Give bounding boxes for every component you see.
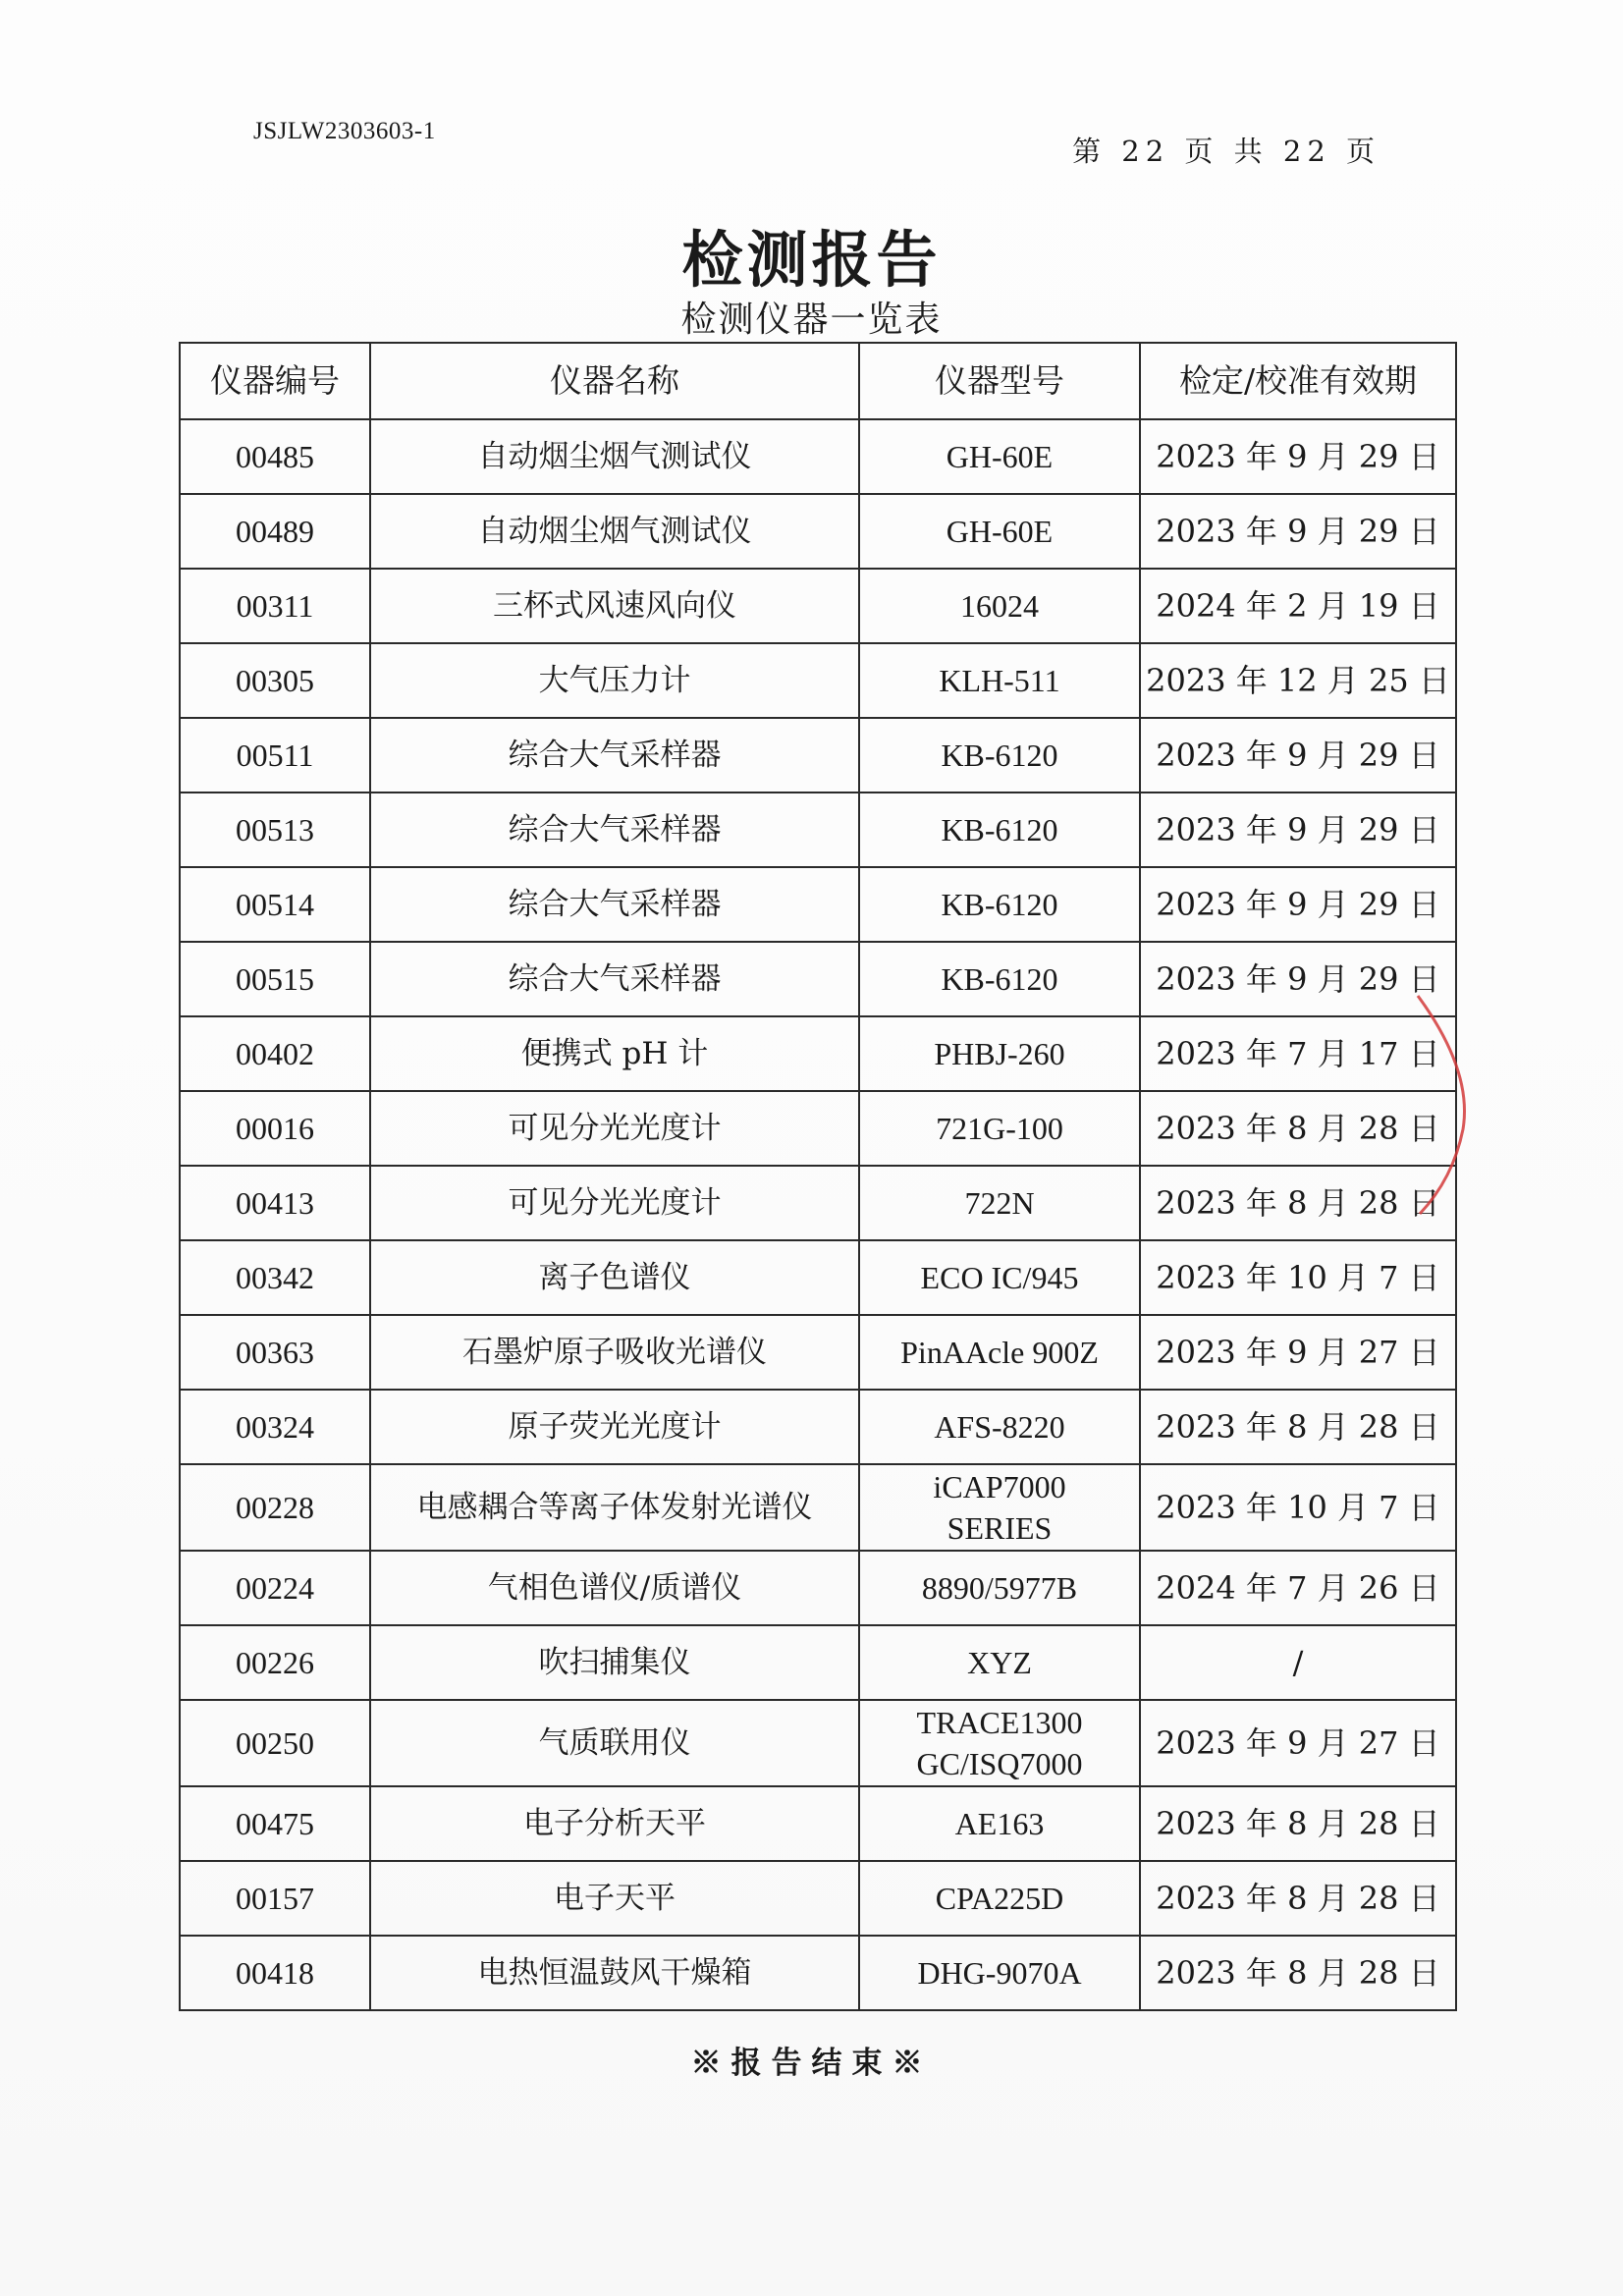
instrument-name: 综合大气采样器 bbox=[370, 942, 859, 1016]
instrument-code: 00226 bbox=[180, 1625, 370, 1700]
instrument-model bbox=[859, 1700, 1140, 1786]
instrument-model bbox=[859, 718, 1140, 793]
table-row bbox=[180, 1315, 1456, 1390]
instrument-model bbox=[859, 793, 1140, 867]
instrument-model-line: DHG-9070A bbox=[917, 1955, 1082, 1991]
instrument-code: 00228 bbox=[180, 1464, 370, 1551]
instrument-model-line: CPA225D bbox=[935, 1881, 1064, 1916]
instrument-model bbox=[859, 643, 1140, 718]
instrument-model-line: 721G-100 bbox=[936, 1111, 1063, 1146]
validity-date: 2023 年 9 月 27 日 bbox=[1140, 1700, 1456, 1786]
instrument-model-line: 722N bbox=[964, 1185, 1035, 1221]
table-row bbox=[180, 1016, 1456, 1091]
table-row bbox=[180, 1936, 1456, 2010]
instrument-name: 电感耦合等离子体发射光谱仪 bbox=[370, 1464, 859, 1551]
table-subtitle: 检测仪器一览表 bbox=[680, 300, 943, 340]
instrument-code: 00224 bbox=[180, 1551, 370, 1625]
validity-date: 2023 年 8 月 28 日 bbox=[1140, 1091, 1456, 1166]
instrument-name: 便携式 pH 计 bbox=[370, 1016, 859, 1091]
validity-date: 2023 年 9 月 29 日 bbox=[1140, 494, 1456, 569]
validity-date: 2023 年 8 月 28 日 bbox=[1140, 1786, 1456, 1861]
instrument-model bbox=[859, 942, 1140, 1016]
instrument-model-line: AE163 bbox=[954, 1806, 1045, 1841]
instrument-model bbox=[859, 1861, 1140, 1936]
instrument-name: 大气压力计 bbox=[370, 643, 859, 718]
header-model: 仪器型号 bbox=[859, 343, 1140, 419]
instrument-name: 气质联用仪 bbox=[370, 1700, 859, 1786]
instrument-model bbox=[859, 1390, 1140, 1464]
instrument-model-line: GC/ISQ7000 bbox=[916, 1746, 1083, 1781]
instrument-code: 00363 bbox=[180, 1315, 370, 1390]
instrument-code: 00475 bbox=[180, 1786, 370, 1861]
instrument-code: 00418 bbox=[180, 1936, 370, 2010]
instrument-model-line: TRACE1300 bbox=[916, 1705, 1083, 1740]
instrument-name: 三杯式风速风向仪 bbox=[370, 569, 859, 643]
document-code: JSJLW2303603-1 bbox=[253, 118, 436, 144]
instrument-name: 气相色谱仪/质谱仪 bbox=[370, 1551, 859, 1625]
instrument-model bbox=[859, 867, 1140, 942]
instrument-code: 00016 bbox=[180, 1091, 370, 1166]
validity-date: 2023 年 7 月 17 日 bbox=[1140, 1016, 1456, 1091]
instrument-code: 00342 bbox=[180, 1240, 370, 1315]
table-row bbox=[180, 1390, 1456, 1464]
header-code: 仪器编号 bbox=[180, 343, 370, 419]
instrument-model bbox=[859, 1315, 1140, 1390]
instrument-model bbox=[859, 494, 1140, 569]
instrument-code: 00402 bbox=[180, 1016, 370, 1091]
table-row bbox=[180, 643, 1456, 718]
instrument-name: 电热恒温鼓风干燥箱 bbox=[370, 1936, 859, 2010]
instrument-name: 电子天平 bbox=[370, 1861, 859, 1936]
validity-date: 2024 年 7 月 26 日 bbox=[1140, 1551, 1456, 1625]
instrument-model bbox=[859, 419, 1140, 494]
instrument-model-line: 8890/5977B bbox=[921, 1570, 1078, 1606]
validity-date: 2023 年 9 月 27 日 bbox=[1140, 1315, 1456, 1390]
instrument-code: 00413 bbox=[180, 1166, 370, 1240]
instrument-code: 00489 bbox=[180, 494, 370, 569]
table-row bbox=[180, 1464, 1456, 1551]
table-row bbox=[180, 793, 1456, 867]
instrument-code: 00157 bbox=[180, 1861, 370, 1936]
validity-date: 2023 年 8 月 28 日 bbox=[1140, 1861, 1456, 1936]
table-row bbox=[180, 419, 1456, 494]
instrument-model bbox=[859, 1786, 1140, 1861]
table-row bbox=[180, 494, 1456, 569]
table-row bbox=[180, 1786, 1456, 1861]
instrument-table bbox=[179, 342, 1457, 2011]
instrument-model-line: XYZ bbox=[967, 1645, 1032, 1680]
table-row bbox=[180, 1625, 1456, 1700]
instrument-code: 00250 bbox=[180, 1700, 370, 1786]
instrument-model bbox=[859, 1016, 1140, 1091]
instrument-name: 离子色谱仪 bbox=[370, 1240, 859, 1315]
validity-date: / bbox=[1140, 1625, 1456, 1700]
table-body bbox=[180, 419, 1456, 2010]
validity-date: 2023 年 8 月 28 日 bbox=[1140, 1166, 1456, 1240]
table-row bbox=[180, 1166, 1456, 1240]
validity-date: 2023 年 8 月 28 日 bbox=[1140, 1390, 1456, 1464]
instrument-model-line: GH-60E bbox=[946, 439, 1054, 474]
table-row bbox=[180, 1861, 1456, 1936]
instrument-model-line: ECO IC/945 bbox=[920, 1260, 1079, 1295]
report-title: 检测报告 bbox=[681, 224, 942, 296]
instrument-model-line: AFS-8220 bbox=[934, 1409, 1065, 1445]
instrument-model bbox=[859, 1551, 1140, 1625]
validity-date: 2023 年 10 月 7 日 bbox=[1140, 1240, 1456, 1315]
instrument-model-line: GH-60E bbox=[946, 514, 1054, 549]
instrument-name: 综合大气采样器 bbox=[370, 793, 859, 867]
instrument-model bbox=[859, 1625, 1140, 1700]
validity-date: 2023 年 9 月 29 日 bbox=[1140, 942, 1456, 1016]
instrument-model-line: iCAP7000 bbox=[933, 1469, 1066, 1504]
table-row bbox=[180, 1551, 1456, 1625]
validity-date: 2023 年 9 月 29 日 bbox=[1140, 419, 1456, 494]
instrument-model bbox=[859, 1464, 1140, 1551]
header-name: 仪器名称 bbox=[370, 343, 859, 419]
instrument-code: 00514 bbox=[180, 867, 370, 942]
instrument-model bbox=[859, 1936, 1140, 2010]
instrument-model-line: SERIES bbox=[947, 1510, 1053, 1546]
instrument-code: 00511 bbox=[180, 718, 370, 793]
validity-date: 2023 年 9 月 29 日 bbox=[1140, 867, 1456, 942]
table-row bbox=[180, 1240, 1456, 1315]
validity-date: 2023 年 10 月 7 日 bbox=[1140, 1464, 1456, 1551]
instrument-name: 自动烟尘烟气测试仪 bbox=[370, 494, 859, 569]
instrument-model bbox=[859, 1091, 1140, 1166]
instrument-model-line: KLH-511 bbox=[939, 663, 1060, 698]
page-number: 第 22 页 共 22 页 bbox=[1072, 135, 1380, 168]
table-row bbox=[180, 1700, 1456, 1786]
validity-date: 2024 年 2 月 19 日 bbox=[1140, 569, 1456, 643]
table-header-row bbox=[180, 343, 1456, 419]
instrument-name: 自动烟尘烟气测试仪 bbox=[370, 419, 859, 494]
table-row bbox=[180, 1091, 1456, 1166]
red-stamp-edge bbox=[1414, 992, 1483, 1218]
validity-date: 2023 年 9 月 29 日 bbox=[1140, 793, 1456, 867]
instrument-model-line: KB-6120 bbox=[941, 887, 1058, 922]
instrument-code: 00513 bbox=[180, 793, 370, 867]
table-row bbox=[180, 569, 1456, 643]
table-row bbox=[180, 867, 1456, 942]
report-end-mark: ※报告结束※ bbox=[690, 2046, 933, 2081]
validity-date: 2023 年 12 月 25 日 bbox=[1140, 643, 1456, 718]
instrument-code: 00311 bbox=[180, 569, 370, 643]
instrument-code: 00485 bbox=[180, 419, 370, 494]
validity-date: 2023 年 8 月 28 日 bbox=[1140, 1936, 1456, 2010]
instrument-code: 00305 bbox=[180, 643, 370, 718]
instrument-model-line: KB-6120 bbox=[941, 961, 1058, 997]
instrument-model bbox=[859, 1240, 1140, 1315]
instrument-table-wrapper bbox=[179, 342, 1455, 2011]
instrument-model-line: PinAAcle 900Z bbox=[900, 1335, 1099, 1370]
validity-date: 2023 年 9 月 29 日 bbox=[1140, 718, 1456, 793]
table-row bbox=[180, 942, 1456, 1016]
instrument-code: 00515 bbox=[180, 942, 370, 1016]
instrument-model-line: PHBJ-260 bbox=[934, 1036, 1065, 1071]
header-validity: 检定/校准有效期 bbox=[1140, 343, 1456, 419]
instrument-name: 原子荧光光度计 bbox=[370, 1390, 859, 1464]
instrument-model-line: 16024 bbox=[960, 588, 1039, 624]
instrument-model bbox=[859, 569, 1140, 643]
instrument-name: 综合大气采样器 bbox=[370, 867, 859, 942]
instrument-model bbox=[859, 1166, 1140, 1240]
instrument-name: 综合大气采样器 bbox=[370, 718, 859, 793]
table-row bbox=[180, 718, 1456, 793]
instrument-name: 吹扫捕集仪 bbox=[370, 1625, 859, 1700]
instrument-model-line: KB-6120 bbox=[941, 738, 1058, 773]
instrument-name: 可见分光光度计 bbox=[370, 1091, 859, 1166]
instrument-model-line: KB-6120 bbox=[941, 812, 1058, 847]
instrument-name: 可见分光光度计 bbox=[370, 1166, 859, 1240]
instrument-name: 石墨炉原子吸收光谱仪 bbox=[370, 1315, 859, 1390]
instrument-name: 电子分析天平 bbox=[370, 1786, 859, 1861]
instrument-code: 00324 bbox=[180, 1390, 370, 1464]
